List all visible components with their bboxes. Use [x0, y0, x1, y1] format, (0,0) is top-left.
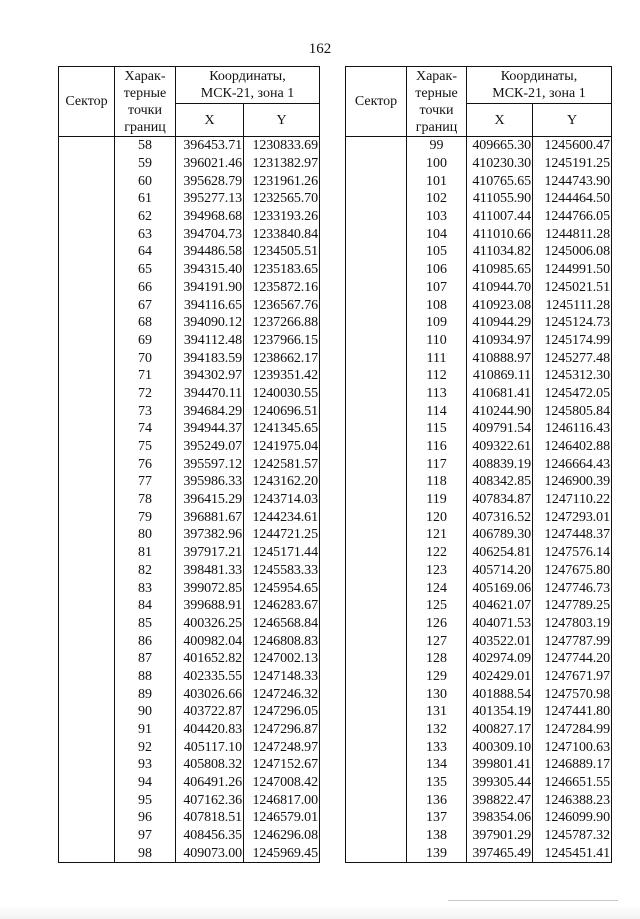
x-coordinate-cell: 396881.67: [176, 508, 244, 526]
y-coordinate-cell: 1247246.32: [244, 685, 320, 703]
x-coordinate-cell: 411010.66: [467, 225, 533, 243]
x-coordinate-cell: 401888.54: [467, 685, 533, 703]
y-coordinate-cell: 1244991.50: [533, 261, 612, 279]
x-coordinate-cell: 409322.61: [467, 438, 533, 456]
y-coordinate-cell: 1245021.51: [533, 279, 612, 297]
point-number-cell: 101: [407, 172, 467, 190]
y-coordinate-cell: 1234505.51: [244, 243, 320, 261]
x-coordinate-cell: 397465.49: [467, 845, 533, 863]
x-coordinate-cell: 395986.33: [176, 473, 244, 491]
point-number-cell: 86: [115, 632, 176, 650]
y-coordinate-cell: 1244811.28: [533, 225, 612, 243]
point-number-cell: 118: [407, 473, 467, 491]
y-coordinate-cell: 1245472.05: [533, 385, 612, 403]
y-coordinate-cell: 1238662.17: [244, 349, 320, 367]
point-number-cell: 105: [407, 243, 467, 261]
y-coordinate-cell: 1247570.98: [533, 685, 612, 703]
y-coordinate-cell: 1245006.08: [533, 243, 612, 261]
y-coordinate-cell: 1246579.01: [244, 809, 320, 827]
y-coordinate-cell: 1245174.99: [533, 332, 612, 350]
y-coordinate-cell: 1247441.80: [533, 703, 612, 721]
x-coordinate-cell: 400827.17: [467, 721, 533, 739]
point-number-cell: 84: [115, 597, 176, 615]
x-coordinate-cell: 403522.01: [467, 632, 533, 650]
y-coordinate-cell: 1246889.17: [533, 756, 612, 774]
y-coordinate-cell: 1247002.13: [244, 650, 320, 668]
x-coordinate-cell: 408839.19: [467, 455, 533, 473]
y-coordinate-cell: 1245969.45: [244, 845, 320, 863]
point-number-cell: 71: [115, 367, 176, 385]
y-coordinate-cell: 1247248.97: [244, 738, 320, 756]
y-coordinate-cell: 1244721.25: [244, 526, 320, 544]
point-number-cell: 72: [115, 385, 176, 403]
y-coordinate-cell: 1240696.51: [244, 402, 320, 420]
x-coordinate-cell: 411007.44: [467, 208, 533, 226]
y-coordinate-cell: 1247152.67: [244, 756, 320, 774]
x-coordinate-cell: 399305.44: [467, 774, 533, 792]
table-row: [346, 137, 612, 155]
x-coordinate-cell: 394090.12: [176, 314, 244, 332]
x-coordinate-cell: 410985.65: [467, 261, 533, 279]
point-number-cell: 58: [115, 137, 176, 155]
y-coordinate-cell: 1246808.83: [244, 632, 320, 650]
y-coordinate-cell: 1245124.73: [533, 314, 612, 332]
point-number-cell: 139: [407, 845, 467, 863]
x-coordinate-cell: 404071.53: [467, 615, 533, 633]
y-coordinate-cell: 1245171.44: [244, 544, 320, 562]
y-coordinate-cell: 1235872.16: [244, 279, 320, 297]
y-coordinate-cell: 1247744.20: [533, 650, 612, 668]
y-coordinate-cell: 1235183.65: [244, 261, 320, 279]
x-coordinate-cell: 400982.04: [176, 632, 244, 650]
x-coordinate-cell: 399688.91: [176, 597, 244, 615]
x-coordinate-cell: 396415.29: [176, 491, 244, 509]
y-header: Y: [533, 104, 612, 137]
point-number-cell: 127: [407, 632, 467, 650]
point-number-cell: 137: [407, 809, 467, 827]
point-number-cell: 89: [115, 685, 176, 703]
point-number-cell: 130: [407, 685, 467, 703]
point-number-cell: 59: [115, 155, 176, 173]
point-number-cell: 76: [115, 455, 176, 473]
x-coordinate-cell: 395277.13: [176, 190, 244, 208]
x-coordinate-cell: 394112.48: [176, 332, 244, 350]
x-coordinate-cell: 395597.12: [176, 455, 244, 473]
y-coordinate-cell: 1245583.33: [244, 562, 320, 580]
y-coordinate-cell: 1247100.63: [533, 738, 612, 756]
point-number-cell: 61: [115, 190, 176, 208]
x-coordinate-cell: 402974.09: [467, 650, 533, 668]
x-coordinate-cell: 394183.59: [176, 349, 244, 367]
x-coordinate-cell: 410923.08: [467, 296, 533, 314]
x-coordinate-cell: 401652.82: [176, 650, 244, 668]
x-coordinate-cell: 404621.07: [467, 597, 533, 615]
x-coordinate-cell: 398481.33: [176, 562, 244, 580]
y-coordinate-cell: 1247148.33: [244, 668, 320, 686]
point-number-cell: 106: [407, 261, 467, 279]
x-coordinate-cell: 406789.30: [467, 526, 533, 544]
point-number-cell: 134: [407, 756, 467, 774]
point-number-cell: 91: [115, 721, 176, 739]
table-row: [59, 137, 320, 155]
point-number-cell: 121: [407, 526, 467, 544]
point-type-header: Харак- терные точки границ: [407, 67, 467, 137]
y-coordinate-cell: 1243714.03: [244, 491, 320, 509]
point-type-header: Харак- терные точки границ: [115, 67, 176, 137]
point-number-cell: 126: [407, 615, 467, 633]
point-number-cell: 67: [115, 296, 176, 314]
y-coordinate-cell: 1232565.70: [244, 190, 320, 208]
x-coordinate-cell: 407316.52: [467, 508, 533, 526]
sector-cell: [59, 137, 115, 863]
y-coordinate-cell: 1240030.55: [244, 385, 320, 403]
x-coordinate-cell: 408342.85: [467, 473, 533, 491]
y-coordinate-cell: 1246900.39: [533, 473, 612, 491]
point-number-cell: 64: [115, 243, 176, 261]
point-number-cell: 117: [407, 455, 467, 473]
point-number-cell: 98: [115, 845, 176, 863]
point-number-cell: 80: [115, 526, 176, 544]
point-number-cell: 110: [407, 332, 467, 350]
point-number-cell: 104: [407, 225, 467, 243]
x-coordinate-cell: 408456.35: [176, 827, 244, 845]
x-coordinate-cell: 397382.96: [176, 526, 244, 544]
point-number-cell: 99: [407, 137, 467, 155]
x-coordinate-cell: 405808.32: [176, 756, 244, 774]
point-number-cell: 88: [115, 668, 176, 686]
point-number-cell: 119: [407, 491, 467, 509]
x-coordinate-cell: 410944.70: [467, 279, 533, 297]
x-coordinate-cell: 409791.54: [467, 420, 533, 438]
point-number-cell: 74: [115, 420, 176, 438]
x-coordinate-cell: 411055.90: [467, 190, 533, 208]
x-coordinate-cell: 410934.97: [467, 332, 533, 350]
point-number-cell: 135: [407, 774, 467, 792]
x-coordinate-cell: 404420.83: [176, 721, 244, 739]
point-number-cell: 133: [407, 738, 467, 756]
x-coordinate-cell: 394191.90: [176, 279, 244, 297]
x-coordinate-cell: 409073.00: [176, 845, 244, 863]
x-coordinate-cell: 394486.58: [176, 243, 244, 261]
y-coordinate-cell: 1236567.76: [244, 296, 320, 314]
point-number-cell: 115: [407, 420, 467, 438]
coordinates-table-right: [345, 66, 612, 863]
y-coordinate-cell: 1245312.30: [533, 367, 612, 385]
sector-header: Сектор: [346, 67, 407, 137]
point-number-cell: 87: [115, 650, 176, 668]
y-coordinate-cell: 1245805.84: [533, 402, 612, 420]
x-coordinate-cell: 398354.06: [467, 809, 533, 827]
point-number-cell: 120: [407, 508, 467, 526]
point-number-cell: 66: [115, 279, 176, 297]
y-coordinate-cell: 1246099.90: [533, 809, 612, 827]
x-coordinate-cell: 406491.26: [176, 774, 244, 792]
point-number-cell: 107: [407, 279, 467, 297]
y-coordinate-cell: 1247675.80: [533, 562, 612, 580]
point-number-cell: 103: [407, 208, 467, 226]
x-coordinate-cell: 400309.10: [467, 738, 533, 756]
point-number-cell: 96: [115, 809, 176, 827]
point-number-cell: 62: [115, 208, 176, 226]
x-coordinate-cell: 399801.41: [467, 756, 533, 774]
y-coordinate-cell: 1237966.15: [244, 332, 320, 350]
point-number-cell: 83: [115, 579, 176, 597]
point-number-cell: 100: [407, 155, 467, 173]
y-coordinate-cell: 1247293.01: [533, 508, 612, 526]
point-number-cell: 138: [407, 827, 467, 845]
y-coordinate-cell: 1246664.43: [533, 455, 612, 473]
coordinates-table-left: [58, 66, 320, 863]
y-coordinate-cell: 1244464.50: [533, 190, 612, 208]
y-coordinate-cell: 1247284.99: [533, 721, 612, 739]
y-coordinate-cell: 1247008.42: [244, 774, 320, 792]
y-coordinate-cell: 1237266.88: [244, 314, 320, 332]
x-coordinate-cell: 398822.47: [467, 791, 533, 809]
point-number-cell: 112: [407, 367, 467, 385]
point-number-cell: 70: [115, 349, 176, 367]
x-coordinate-cell: 395249.07: [176, 438, 244, 456]
y-coordinate-cell: 1245954.65: [244, 579, 320, 597]
y-coordinate-cell: 1246817.00: [244, 791, 320, 809]
point-number-cell: 136: [407, 791, 467, 809]
point-number-cell: 81: [115, 544, 176, 562]
point-number-cell: 129: [407, 668, 467, 686]
y-coordinate-cell: 1247296.05: [244, 703, 320, 721]
coords-header: Координаты, МСК-21, зона 1: [467, 67, 612, 104]
x-coordinate-cell: 403722.87: [176, 703, 244, 721]
x-coordinate-cell: 409665.30: [467, 137, 533, 155]
y-coordinate-cell: 1231961.26: [244, 172, 320, 190]
point-number-cell: 128: [407, 650, 467, 668]
point-number-cell: 90: [115, 703, 176, 721]
x-coordinate-cell: 397901.29: [467, 827, 533, 845]
point-number-cell: 113: [407, 385, 467, 403]
x-coordinate-cell: 403026.66: [176, 685, 244, 703]
point-number-cell: 108: [407, 296, 467, 314]
x-coordinate-cell: 394684.29: [176, 402, 244, 420]
x-coordinate-cell: 397917.21: [176, 544, 244, 562]
point-number-cell: 95: [115, 791, 176, 809]
point-number-cell: 124: [407, 579, 467, 597]
y-header: Y: [244, 104, 320, 137]
y-coordinate-cell: 1233840.84: [244, 225, 320, 243]
page-number: 162: [308, 41, 332, 57]
x-coordinate-cell: 396021.46: [176, 155, 244, 173]
point-number-cell: 79: [115, 508, 176, 526]
y-coordinate-cell: 1246296.08: [244, 827, 320, 845]
point-number-cell: 82: [115, 562, 176, 580]
scan-edge-line: [448, 900, 618, 901]
y-coordinate-cell: 1246283.67: [244, 597, 320, 615]
x-coordinate-cell: 407162.36: [176, 791, 244, 809]
x-coordinate-cell: 405117.10: [176, 738, 244, 756]
point-number-cell: 122: [407, 544, 467, 562]
y-coordinate-cell: 1245191.25: [533, 155, 612, 173]
point-number-cell: 63: [115, 225, 176, 243]
point-number-cell: 109: [407, 314, 467, 332]
y-coordinate-cell: 1244766.05: [533, 208, 612, 226]
point-number-cell: 77: [115, 473, 176, 491]
y-coordinate-cell: 1244743.90: [533, 172, 612, 190]
x-coordinate-cell: 405169.06: [467, 579, 533, 597]
point-number-cell: 60: [115, 172, 176, 190]
point-number-cell: 97: [115, 827, 176, 845]
point-number-cell: 92: [115, 738, 176, 756]
y-coordinate-cell: 1231382.97: [244, 155, 320, 173]
y-coordinate-cell: 1247746.73: [533, 579, 612, 597]
y-coordinate-cell: 1247787.99: [533, 632, 612, 650]
y-coordinate-cell: 1230833.69: [244, 137, 320, 155]
y-coordinate-cell: 1246651.55: [533, 774, 612, 792]
point-number-cell: 116: [407, 438, 467, 456]
x-coordinate-cell: 402335.55: [176, 668, 244, 686]
y-coordinate-cell: 1247296.87: [244, 721, 320, 739]
y-coordinate-cell: 1245277.48: [533, 349, 612, 367]
point-number-cell: 132: [407, 721, 467, 739]
point-number-cell: 94: [115, 774, 176, 792]
x-coordinate-cell: 394302.97: [176, 367, 244, 385]
x-coordinate-cell: 407834.87: [467, 491, 533, 509]
y-coordinate-cell: 1247448.37: [533, 526, 612, 544]
scan-bottom-shade: [0, 905, 640, 919]
y-coordinate-cell: 1243162.20: [244, 473, 320, 491]
point-number-cell: 65: [115, 261, 176, 279]
y-coordinate-cell: 1247671.97: [533, 668, 612, 686]
y-coordinate-cell: 1246116.43: [533, 420, 612, 438]
y-coordinate-cell: 1246388.23: [533, 791, 612, 809]
x-coordinate-cell: 410869.11: [467, 367, 533, 385]
x-coordinate-cell: 402429.01: [467, 668, 533, 686]
x-coordinate-cell: 410244.90: [467, 402, 533, 420]
sector-cell: [346, 137, 407, 863]
x-coordinate-cell: 405714.20: [467, 562, 533, 580]
point-number-cell: 73: [115, 402, 176, 420]
x-coordinate-cell: 407818.51: [176, 809, 244, 827]
point-number-cell: 85: [115, 615, 176, 633]
x-coordinate-cell: 396453.71: [176, 137, 244, 155]
point-number-cell: 125: [407, 597, 467, 615]
y-coordinate-cell: 1247789.25: [533, 597, 612, 615]
point-number-cell: 69: [115, 332, 176, 350]
point-number-cell: 111: [407, 349, 467, 367]
x-coordinate-cell: 406254.81: [467, 544, 533, 562]
y-coordinate-cell: 1245787.32: [533, 827, 612, 845]
x-coordinate-cell: 410230.30: [467, 155, 533, 173]
y-coordinate-cell: 1241975.04: [244, 438, 320, 456]
point-number-cell: 123: [407, 562, 467, 580]
x-coordinate-cell: 401354.19: [467, 703, 533, 721]
x-coordinate-cell: 394968.68: [176, 208, 244, 226]
y-coordinate-cell: 1247110.22: [533, 491, 612, 509]
y-coordinate-cell: 1246402.88: [533, 438, 612, 456]
x-coordinate-cell: 399072.85: [176, 579, 244, 597]
y-coordinate-cell: 1245600.47: [533, 137, 612, 155]
x-header: X: [176, 104, 244, 137]
x-coordinate-cell: 400326.25: [176, 615, 244, 633]
sector-header: Сектор: [59, 67, 115, 137]
y-coordinate-cell: 1233193.26: [244, 208, 320, 226]
x-coordinate-cell: 394315.40: [176, 261, 244, 279]
x-coordinate-cell: 410888.97: [467, 349, 533, 367]
y-coordinate-cell: 1241345.65: [244, 420, 320, 438]
y-coordinate-cell: 1242581.57: [244, 455, 320, 473]
y-coordinate-cell: 1247576.14: [533, 544, 612, 562]
x-coordinate-cell: 395628.79: [176, 172, 244, 190]
x-header: X: [467, 104, 533, 137]
y-coordinate-cell: 1247803.19: [533, 615, 612, 633]
point-number-cell: 102: [407, 190, 467, 208]
y-coordinate-cell: 1244234.61: [244, 508, 320, 526]
y-coordinate-cell: 1245451.41: [533, 845, 612, 863]
x-coordinate-cell: 394470.11: [176, 385, 244, 403]
coords-header: Координаты, МСК-21, зона 1: [176, 67, 320, 104]
point-number-cell: 131: [407, 703, 467, 721]
x-coordinate-cell: 394944.37: [176, 420, 244, 438]
point-number-cell: 75: [115, 438, 176, 456]
y-coordinate-cell: 1245111.28: [533, 296, 612, 314]
y-coordinate-cell: 1246568.84: [244, 615, 320, 633]
point-number-cell: 68: [115, 314, 176, 332]
x-coordinate-cell: 411034.82: [467, 243, 533, 261]
x-coordinate-cell: 394116.65: [176, 296, 244, 314]
x-coordinate-cell: 394704.73: [176, 225, 244, 243]
x-coordinate-cell: 410765.65: [467, 172, 533, 190]
point-number-cell: 93: [115, 756, 176, 774]
y-coordinate-cell: 1239351.42: [244, 367, 320, 385]
point-number-cell: 114: [407, 402, 467, 420]
x-coordinate-cell: 410944.29: [467, 314, 533, 332]
x-coordinate-cell: 410681.41: [467, 385, 533, 403]
point-number-cell: 78: [115, 491, 176, 509]
